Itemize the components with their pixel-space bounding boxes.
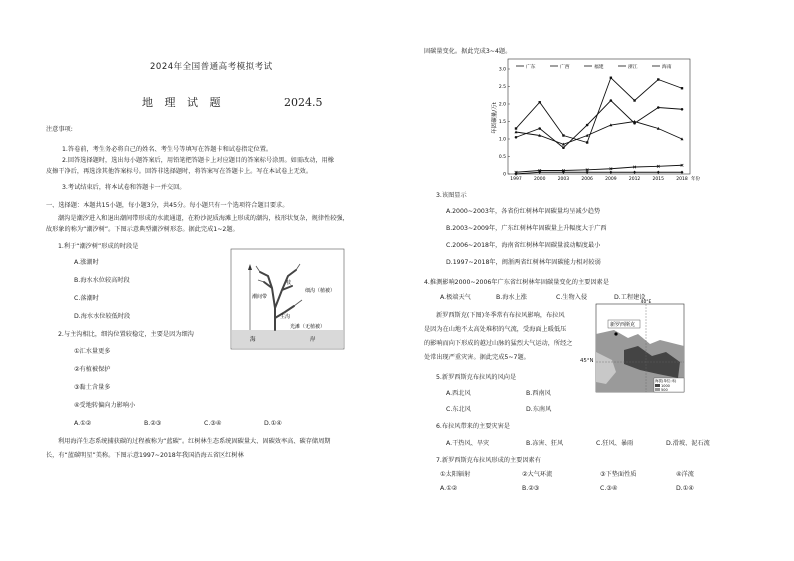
q6-option: B.冻害、狂风 xyxy=(526,440,564,447)
passage-line: 潮沟是潮汐进入和退出潮间带形成的水流通道，在粉沙泥质海滩上形成的潮沟，枝形状复杂，规律性较强， xyxy=(58,215,349,222)
data-point xyxy=(586,141,588,143)
q2-option: ③黏土含量多 xyxy=(74,384,111,391)
y-tick-label: 1.0 xyxy=(498,137,506,143)
q2-answer: D.①④ xyxy=(264,420,282,427)
q2-option: ①汇水量更多 xyxy=(74,348,111,355)
q7-option: ③下垫面性质 xyxy=(600,471,637,478)
data-point xyxy=(609,171,612,174)
q4-option: C.生物入侵 xyxy=(556,294,588,301)
q3-option: C.2006~2018年，海南省红树林年固碳量波动幅度最小 xyxy=(446,242,601,249)
data-point xyxy=(657,171,660,174)
data-point xyxy=(657,106,660,109)
note-item: 2.回答选择题时，选出每小题答案后，用铅笔把答题卡上对应题目的答案标号涂黑。如需改动，用橡 xyxy=(62,157,334,164)
series-line xyxy=(516,122,682,145)
label-sea: 海 xyxy=(250,337,256,343)
passage-line: 是因为在山地不太高处堆积的气流，受海面上暖低压 xyxy=(424,326,567,333)
data-point xyxy=(633,171,636,174)
subject-title: 地 理 试 题 xyxy=(142,96,225,109)
y-tick-label: 1.5 xyxy=(498,120,506,125)
q7-answer: C.③④ xyxy=(600,485,618,492)
q1-option: A.涨潮时 xyxy=(74,259,99,266)
legend-label: 福建 xyxy=(594,64,604,70)
data-point xyxy=(681,171,684,174)
passage-line: 的影响而向下形成的越过山脉的猛烈大气运动，所经之 xyxy=(424,340,573,347)
q4-option: D.工程建设 xyxy=(614,294,646,301)
q7-answer: D.①④ xyxy=(676,485,694,492)
passage-line: 新罗西斯克(下图)冬季常有布拉风影响，布拉风 xyxy=(436,312,565,319)
y-tick-label: 2.0 xyxy=(498,102,506,108)
x-tick-label: 2009 xyxy=(605,177,617,182)
data-point xyxy=(586,124,589,127)
data-point xyxy=(657,78,659,80)
q3-stem: 3.该图显示 xyxy=(436,192,467,199)
q2-answer: B.②③ xyxy=(144,420,162,427)
q5-option: A.西北风 xyxy=(446,390,471,397)
q6-option: A.干热风、旱灾 xyxy=(446,440,490,447)
map-lat-label: 45°N xyxy=(580,358,594,364)
label-shore: 岸 xyxy=(310,337,316,343)
data-point xyxy=(633,99,635,101)
data-point xyxy=(539,101,541,103)
x-tick-label: 1997 xyxy=(510,177,522,182)
label-fine-channel: 细沟（植被） xyxy=(305,288,336,294)
map-place-label: 新罗西斯克 xyxy=(610,322,636,328)
q1-stem: 1.利于“潮汐树”形成的时段是 xyxy=(58,243,139,250)
x-tick-label: 2012 xyxy=(628,177,641,182)
data-point xyxy=(515,136,518,139)
y-tick-label: 2.5 xyxy=(498,85,506,90)
novorossiysk-map xyxy=(594,300,686,394)
passage-line: 长，有“蓝碳明星”美称。下图示意1997~2018年我国沿海五省区红树林 xyxy=(46,452,244,459)
q5-stem: 5.新罗西斯克布拉风的风向是 xyxy=(436,374,517,381)
q5-option: C.东北风 xyxy=(446,406,471,413)
label-main-channel: 主沟 xyxy=(280,314,291,320)
note-item: 皮擦干净后，再选涂其他答案标号。回答非选择题时，将答案写在答题卡上。写在本试卷上无效。 xyxy=(46,168,313,175)
q7-stem: 7.新罗西斯克布拉风形成的主要因素有 xyxy=(436,457,541,464)
q1-option: C.落潮时 xyxy=(74,295,99,302)
passage-line: 故形象的称为“潮汐树”。下图示意典型潮汐树形态。据此完成1~2题。 xyxy=(46,226,239,233)
q5-option: D.东南风 xyxy=(526,406,552,413)
y-tick-label: 0.5 xyxy=(498,155,506,160)
map-legend-item: 1000 xyxy=(661,384,670,388)
q6-option: C.狂风、暴雨 xyxy=(596,440,634,447)
note-item: 1.答卷前，考生务必将自己的姓名、考生号等填写在答题卡和试卷指定位置。 xyxy=(62,146,273,153)
data-point xyxy=(681,108,684,111)
note-item: 3.考试结束后，将本试卷和答题卡一并交回。 xyxy=(62,184,186,191)
x-axis-suffix: 年份 xyxy=(691,177,700,182)
q2-option: ②有植被保护 xyxy=(74,366,111,373)
q2-answer: C.③④ xyxy=(204,420,222,427)
passage-line: 处常出现严重灾害。据此完成5~7题。 xyxy=(424,354,530,361)
q4-stem: 4.推测影响2000~2006年广东省红树林年固碳量变化的主要因素是 xyxy=(424,279,609,286)
y-tick-label: 3.0 xyxy=(498,67,506,73)
q7-answer: A.①② xyxy=(440,485,458,492)
data-point xyxy=(610,77,612,79)
q6-stem: 6.布拉风带来的主要灾害是 xyxy=(436,423,510,430)
notes-heading: 注意事项: xyxy=(46,126,73,133)
x-tick-label: 2015 xyxy=(652,177,665,182)
passage-line: 利用海洋生态系统捕获碳的过程被称为“蓝碳”。红树林生态系统固碳量大、固碳效率高、碳存储周期 xyxy=(58,438,331,445)
carbon-line-chart xyxy=(488,56,698,186)
legend-label: 广西 xyxy=(560,64,570,70)
label-branch: 枝 xyxy=(286,280,292,286)
exam-title: 2024年全国普通高考模拟考试 xyxy=(150,62,273,72)
q7-option: ④洋流 xyxy=(676,471,694,478)
q4-option: B.海水上涨 xyxy=(496,294,527,301)
data-point xyxy=(538,127,541,130)
q3-option: D.1997~2018年，闽浙两省红树林年固碳能力相对较弱 xyxy=(446,259,601,266)
data-point xyxy=(515,127,517,129)
q7-option: ②大气环流 xyxy=(522,471,553,478)
label-bare-flat: 光滩（无植被） xyxy=(290,324,326,330)
passage-cont: 固碳量变化。据此完成3~4题。 xyxy=(424,48,512,55)
q7-answer: B.②③ xyxy=(522,485,540,492)
q7-option: ①太阳辐射 xyxy=(440,471,471,478)
map-legend-item: 500 xyxy=(661,388,668,392)
section-heading: 一、选择题：本题共15小题，每小题3分，共45分。每小题只有一个选项符合题目要求。 xyxy=(46,202,289,209)
x-tick-label: 2003 xyxy=(557,177,570,182)
legend-label: 浙江 xyxy=(628,64,638,70)
legend-label: 海南 xyxy=(662,64,672,70)
x-tick-label: 2006 xyxy=(581,177,593,182)
q3-option: B.2003~2009年，广东红树林年固碳量上升幅度大于广西 xyxy=(446,225,607,232)
x-tick-label: 2018 xyxy=(676,177,688,182)
q5-option: B.西南风 xyxy=(526,390,551,397)
q1-option: B.海水水位较高时段 xyxy=(74,277,130,284)
data-point xyxy=(562,146,565,149)
map-lon-label: 40°E xyxy=(640,300,652,305)
q2-option: ④受地转偏向力影响小 xyxy=(74,402,136,409)
data-point xyxy=(562,134,564,136)
x-tick-label: 2000 xyxy=(533,177,546,182)
y-axis-label: 年固碳量/万t xyxy=(492,102,498,134)
legend-label: 广东 xyxy=(526,64,536,70)
exam-date: 2024.5 xyxy=(284,96,323,109)
q6-option: D.滑坡、泥石流 xyxy=(666,440,710,447)
series-line xyxy=(516,78,682,143)
y-tick-label: 0 xyxy=(503,172,506,178)
label-intertidal: 潮间带 xyxy=(252,294,268,300)
map-legend-title: 海拔(单位:米) xyxy=(655,379,677,383)
q2-stem: 2.与主沟相比，细沟位置较稳定，主要是因为细沟 xyxy=(58,331,194,338)
q2-answer: A.①② xyxy=(74,420,92,427)
q3-option: A.2000~2003年，各省份红树林年固碳量均呈减少趋势 xyxy=(446,208,601,215)
tidal-tree-figure xyxy=(230,248,345,350)
q4-option: A.极端天气 xyxy=(440,294,471,301)
data-point xyxy=(681,87,683,89)
q1-option: D.海水水位较低时段 xyxy=(74,313,131,320)
data-point xyxy=(610,99,613,102)
